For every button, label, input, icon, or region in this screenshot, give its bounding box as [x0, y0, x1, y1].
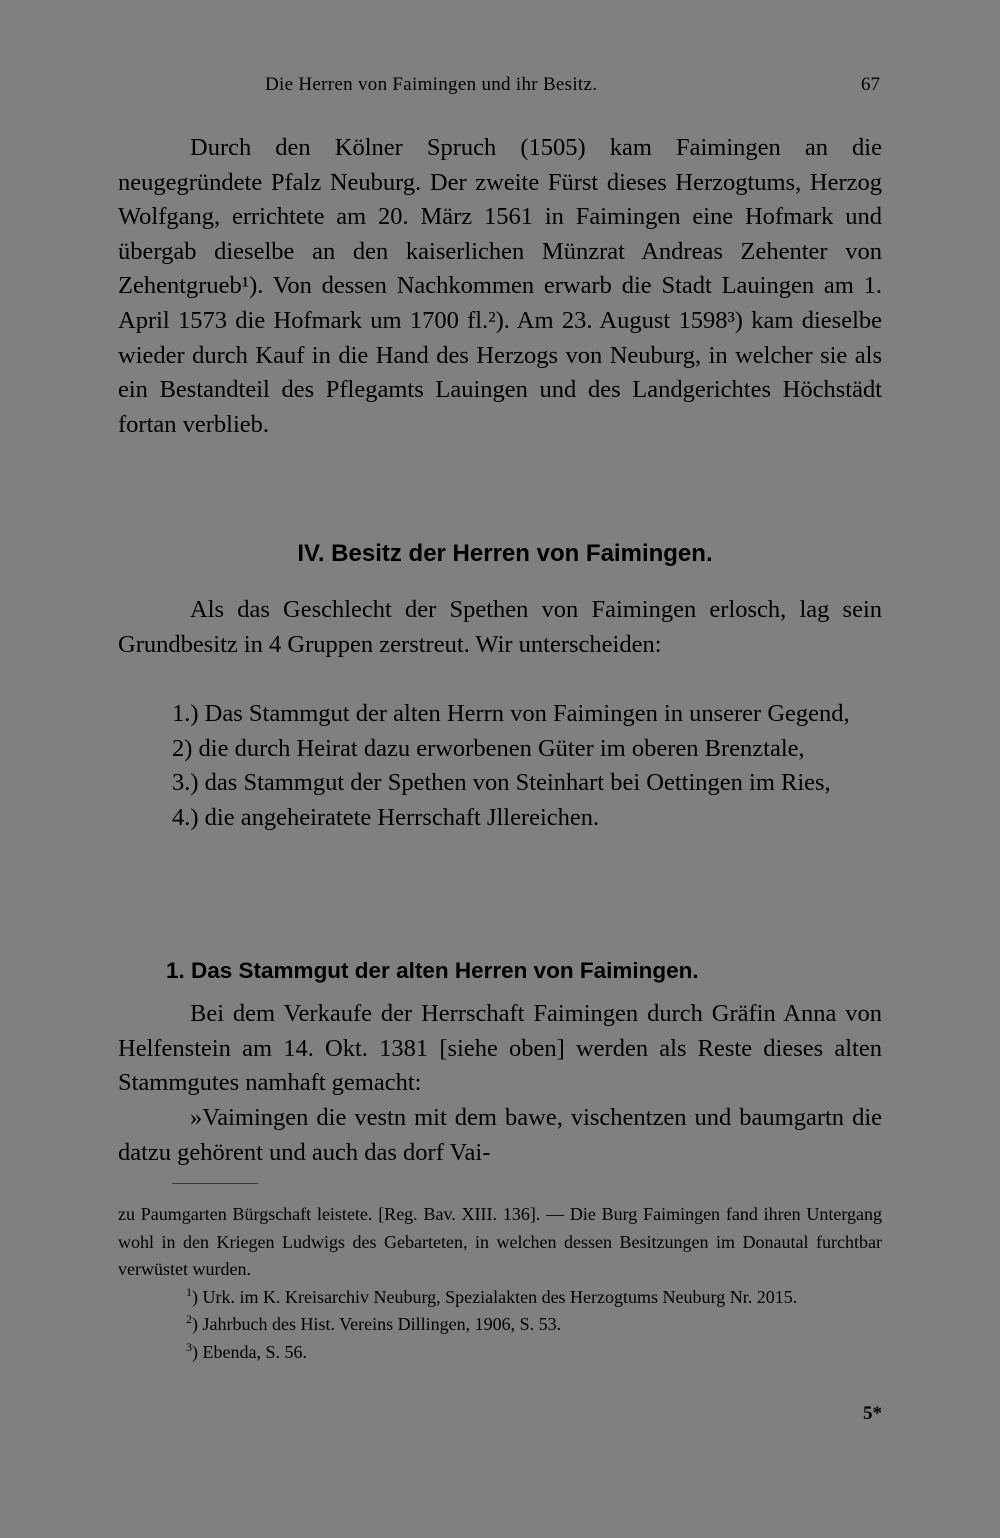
estate-groups-list	[118, 697, 882, 835]
footnote-divider	[172, 1183, 258, 1184]
footnote-3-text: ) Ebenda, S. 56.	[192, 1341, 307, 1362]
footnote-2-mark: 2	[186, 1312, 192, 1327]
list-item: 1.) Das Stammgut der alten Herrn von Faimingen in unserer Gegend,	[172, 700, 850, 727]
page-number: 67	[861, 74, 880, 95]
footnote-3	[118, 1339, 882, 1367]
page-header	[120, 74, 882, 104]
list-item: 4.) die angeheiratete Herrschaft Jllereichen.	[172, 803, 600, 831]
list-item: 3.) das Stammgut der Spethen von Steinhart bei Oettingen im Ries,	[172, 769, 831, 797]
footnote-continued: zu Paumgarten Bürgschaft leistete. [Reg. Bav. XIII. 136]. — Die Burg Faimingen fand ihren Untergang wohl in den Kriegen Ludwigs des Gebarteten, in welchen dessen Besitzungen im Donautal furchtbar verwüstet wurden.	[118, 1204, 882, 1280]
paragraph-sale-1381: Bei dem Verkaufe der Herrschaft Faimingen durch Gräfin Anna von Helfenstein am 14. Okt. 1381 [siehe oben] werden als Reste dieses alten Stammgutes namhaft gemacht:	[118, 1000, 882, 1097]
footnote-2	[118, 1311, 882, 1339]
paragraph-estate-groups: Als das Geschlecht der Spethen von Faimingen erlosch, lag sein Grundbesitz in 4 Gruppen zerstreut. Wir unterscheiden:	[118, 596, 882, 658]
quoted-document: »Vaimingen die vestn mit dem bawe, vischentzen und baumgartn die datzu gehörent und auch das dorf Vai-	[118, 1104, 882, 1166]
section-heading: IV. Besitz der Herren von Faimingen.	[297, 540, 713, 567]
footnotes	[118, 1201, 882, 1367]
list-item: 2) die durch Heirat dazu erworbenen Güter im oberen Brenztale,	[172, 734, 805, 762]
printer-signature-mark: 5*	[863, 1403, 882, 1424]
footnote-2-text: ) Jahrbuch des Hist. Vereins Dillingen, 1906, S. 53.	[192, 1314, 562, 1335]
subsection-heading: 1. Das Stammgut der alten Herren von Faimingen.	[166, 958, 699, 983]
paragraph-cologne-verdict: Durch den Kölner Spruch (1505) kam Faimingen an die neugegründete Pfalz Neuburg. Der zweite Fürst dieses Herzogtums, Herzog Wolfgang, errichtete am 20. März 1561 in Faimingen eine Hofmark und übergab dieselbe an den kaiserlichen Münzrat Andreas Zehenter von Zehentgrueb¹). Von dessen Nachkommen erwarb die Stadt Lauingen am 1. April 1573 die Hofmark um 1700 fl.²). Am 23. August 1598³) kam dieselbe wieder durch Kauf in die Hand des Herzogs von Neuburg, in welcher sie als ein Bestandteil des Pflegamts Lauingen und des Landgerichtes Höchstädt fortan verblieb.	[118, 134, 882, 438]
running-title: Die Herren von Faimingen und ihr Besitz.	[265, 74, 598, 95]
footnote-1-text: ) Urk. im K. Kreisarchiv Neuburg, Spezialakten des Herzogtums Neuburg Nr. 2015.	[192, 1286, 798, 1307]
footnote-3-mark: 3	[186, 1339, 192, 1354]
footnote-1-mark: 1	[186, 1284, 192, 1299]
footnote-1	[118, 1284, 882, 1312]
